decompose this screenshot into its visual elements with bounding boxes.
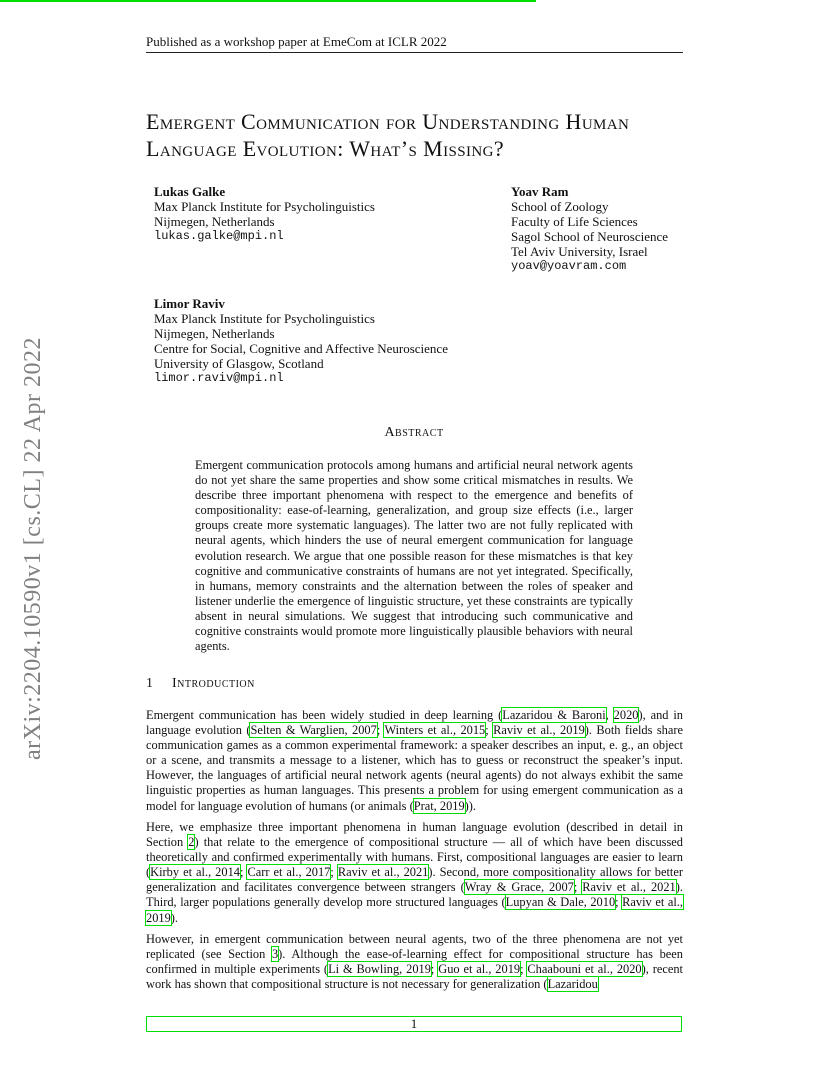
citation-link[interactable]: Winters et al., 2015: [384, 723, 486, 738]
paragraph-text: ). Although the ease-of-learning effect for compositional structure has been confirmed in multiple experiments (: [146, 947, 683, 977]
paragraph-text: ;: [615, 895, 623, 910]
citation-link[interactable]: Li & Bowling, 2019: [328, 962, 431, 977]
citation-link[interactable]: Raviv et al., 2019: [493, 723, 585, 738]
author-affiliation: Sagol School of Neuroscience: [511, 229, 669, 244]
header-divider: [146, 52, 683, 53]
paragraph-text: ;: [239, 865, 248, 880]
paragraph-text: ).: [170, 910, 179, 925]
author-block-raviv: [154, 296, 448, 386]
paragraph-text: ;: [430, 962, 439, 977]
citation-link[interactable]: Raviv et al., 2019: [146, 895, 683, 925]
section-number: 1: [146, 676, 154, 691]
paragraph-text: ;: [573, 880, 583, 895]
citation-link[interactable]: Lazaridou & Baroni: [502, 708, 606, 722]
paragraph-1: [146, 708, 683, 814]
paragraph-text: ). Both fields share communication games as a common experimental framework: a speaker describes an input, e. g., an object or a scene, and transmits a message to a listener, which has to guess or reconstruct the speaker’s input. However, the languages of artificial neural network agents (neural agents) do not always exhibit the same linguistic properties as human languages. This presents a problem for using emergent communication as a model for language evolution of humans (or animals (: [146, 723, 683, 813]
citation-link[interactable]: Raviv et al., 2021: [337, 865, 429, 880]
author-affiliation: Max Planck Institute for Psycholinguistics: [154, 199, 375, 214]
paragraph-text: ;: [485, 723, 494, 738]
citation-link[interactable]: Prat, 2019: [413, 798, 465, 813]
paragraph-text: ), recent work has shown that compositional structure is not necessary for generalization (: [146, 962, 683, 992]
author-affiliation: Max Planck Institute for Psycholinguistics: [154, 311, 375, 326]
paragraph-text: ) that relate to the emergence of compositional structure — all of which have been discussed theoretically and confirmed experimentally with humans. First, compositional languages are easier to learn (: [146, 835, 683, 880]
paragraph-text: ;: [376, 723, 385, 738]
author-name: Lukas Galke: [154, 184, 226, 199]
author-email[interactable]: lukas.galke@mpi.nl: [154, 229, 284, 243]
citation-link[interactable]: Wray & Grace, 2007: [464, 880, 574, 895]
author-email[interactable]: limor.raviv@mpi.nl: [154, 371, 284, 385]
page-number: 1: [410, 1016, 418, 1031]
section-link[interactable]: 2: [188, 835, 195, 850]
author-block-ram: [511, 184, 668, 274]
citation-link[interactable]: Chaabouni et al., 2020: [527, 962, 642, 977]
venue-header: Published as a workshop paper at EmeCom at ICLR 2022: [146, 34, 447, 49]
top-accent-bar: [0, 0, 536, 2]
paragraph-text: Here, we emphasize three important phenomena in human language evolution (described in detail in Section: [146, 820, 683, 850]
abstract-text: Emergent communication protocols among humans and artificial neural network agents do not yet share the same properties and show some critical mismatches in results. We describe three important phenomena with respect to the emergence and benefits of compositionality: ease-of-learning, generalization, and group size effects (i.e., larger groups create more systematic languages). The latter two are not fully replicated with neural agents, which hinders the use of neural emergent communication for language evolution research. We argue that one possible reason for these mismatches is that key cognitive and communicative constraints of humans are not yet integrated. Specifically, in humans, memory constraints and the alternation between the roles of speaker and listener underlie the emergence of linguistic structure, yet these constraints are typically absent in neural simulations. We suggest that introducing such communicative and cognitive constraints would promote more linguistically plausible behaviors with neural agents.: [195, 458, 633, 654]
citation-link[interactable]: Selten & Warglien, 2007: [250, 723, 377, 738]
section-link[interactable]: 3: [271, 947, 279, 962]
citation-link[interactable]: Lazaridou: [547, 977, 598, 992]
paragraph-text: Emergent communication has been widely studied in deep learning (: [146, 708, 503, 722]
author-email[interactable]: yoav@yoavram.com: [511, 259, 627, 273]
citation-link[interactable]: Kirby et al., 2014: [150, 865, 240, 880]
author-affiliation: Nijmegen, Netherlands: [154, 214, 275, 229]
paragraph-2: [146, 820, 683, 926]
author-affiliation: Nijmegen, Netherlands: [154, 326, 275, 341]
paragraph-text: However, in emergent communication between neural agents, two of the three phenomena are not yet replicated (see Section: [146, 932, 683, 962]
arxiv-identifier: arXiv:2204.10590v1 [cs.CL] 22 Apr 2022: [20, 337, 46, 760]
section-heading: [146, 676, 255, 692]
author-name: Limor Raviv: [154, 296, 225, 311]
citation-link[interactable]: Lupyan & Dale, 2010: [505, 895, 616, 910]
paragraph-text: )).: [464, 798, 477, 813]
author-block-galke: [154, 184, 375, 244]
author-affiliation: Centre for Social, Cognitive and Affective Neuroscience: [154, 341, 448, 356]
author-affiliation: Faculty of Life Sciences: [511, 214, 638, 229]
paragraph-text: ). Second, more compositionality allows for better generalization and facilitates convergence between strangers (: [146, 865, 684, 895]
paragraph-text: ,: [605, 708, 614, 722]
citation-link[interactable]: Guo et al., 2019: [438, 962, 521, 977]
section-title: Introduction: [172, 676, 255, 691]
author-name: Yoav Ram: [511, 184, 569, 199]
citation-link[interactable]: Carr et al., 2017: [247, 865, 331, 880]
author-affiliation: Tel Aviv University, Israel: [511, 244, 648, 259]
citation-link[interactable]: Raviv et al., 2021: [582, 880, 676, 895]
paragraph-text: ). Third, larger populations generally develop more structured languages (: [146, 880, 683, 910]
abstract-heading: Abstract: [384, 425, 444, 440]
author-affiliation: School of Zoology: [511, 199, 609, 214]
citation-link[interactable]: 2020: [613, 708, 639, 722]
paper-title: Emergent Communication for Understanding Human Language Evolution: What’s Missing?: [146, 109, 630, 161]
paragraph-text: ;: [520, 962, 528, 977]
paragraph-text: ;: [330, 865, 338, 880]
paragraph-3: [146, 932, 683, 992]
paragraph-text: ), and in language evolution (: [146, 708, 684, 738]
author-affiliation: University of Glasgow, Scotland: [154, 356, 324, 371]
